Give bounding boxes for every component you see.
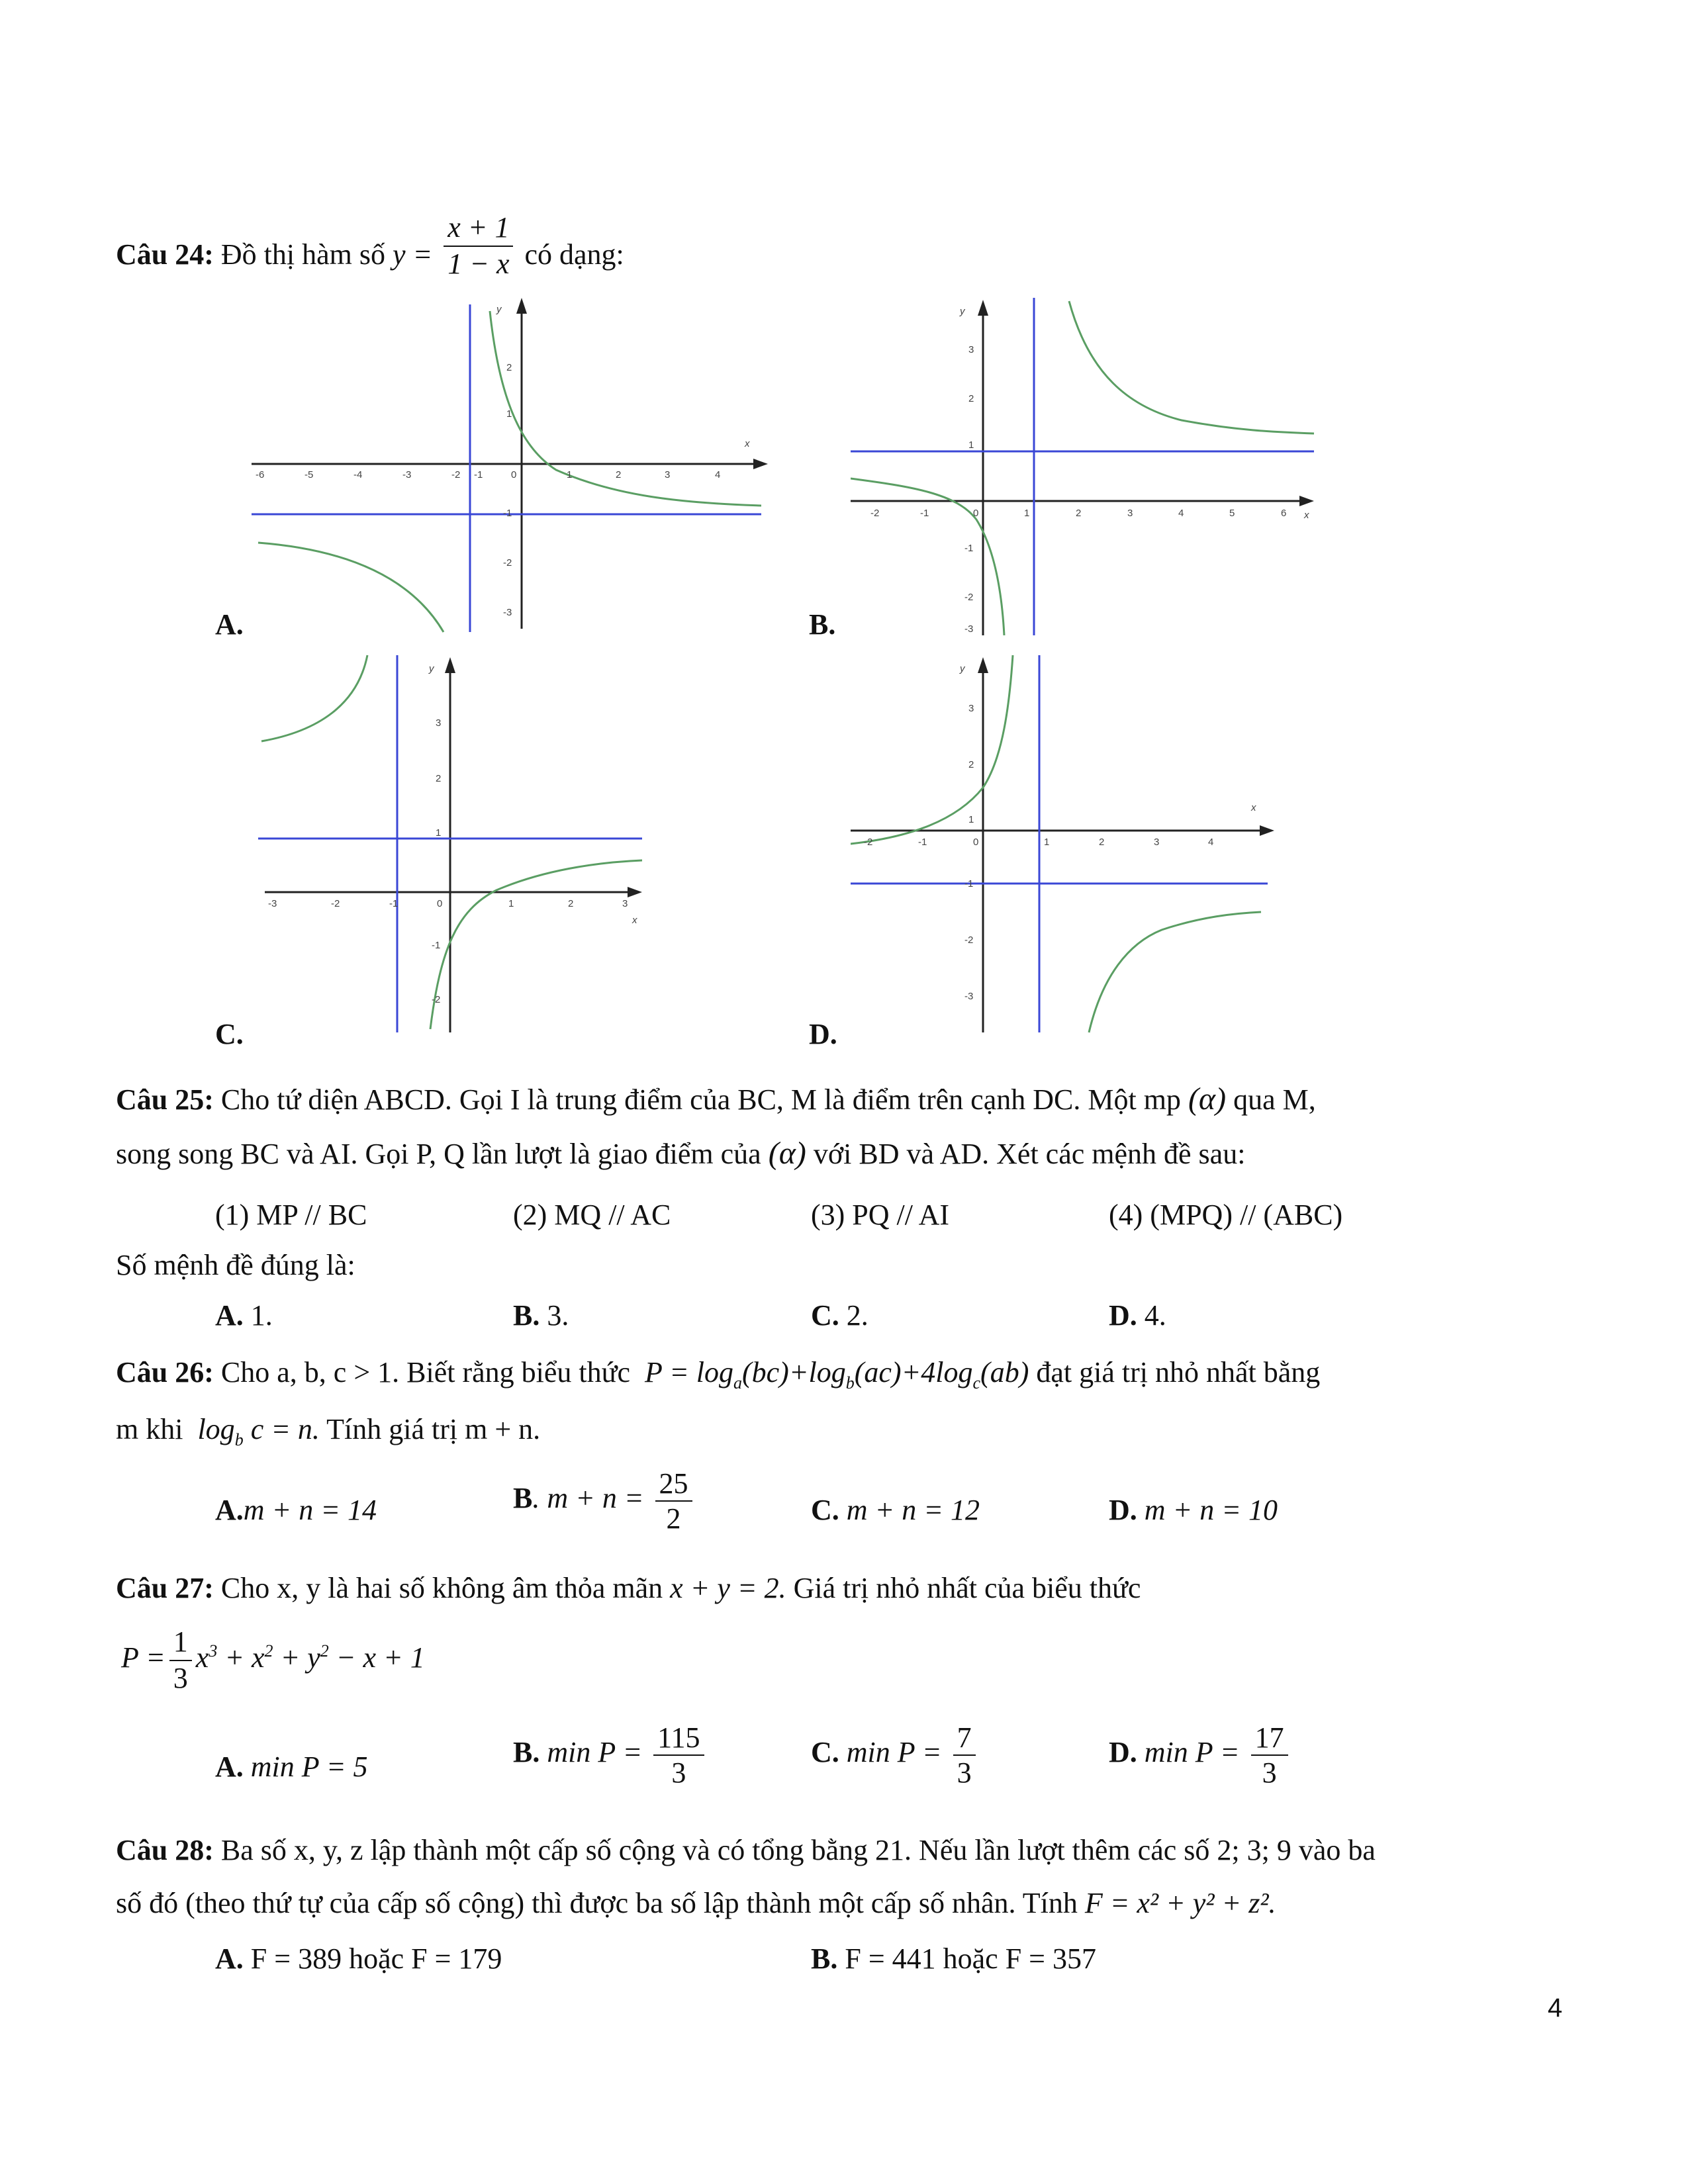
q25-question: Số mệnh đề đúng là: (116, 1249, 355, 1281)
tick-label: -3 (964, 623, 974, 635)
q25-answer-d[interactable]: D. 4. (1109, 1299, 1166, 1332)
tick-label: 3 (1127, 508, 1133, 519)
q24-denominator: 1 − x (444, 246, 513, 282)
curve-branch-right (490, 311, 761, 506)
q26-line2 (116, 1412, 540, 1450)
q25-label: Câu 25: (116, 1083, 214, 1116)
q25-line1 (116, 1080, 1316, 1118)
x-axis-arrow (1260, 825, 1274, 836)
q25-statement: (4) (MPQ) // (ABC) (1109, 1199, 1343, 1231)
y-axis-arrow (978, 300, 988, 316)
q26-text: Tính giá trị m + n. (326, 1413, 541, 1445)
tick-label: -3 (268, 898, 277, 909)
q27-label: Câu 27: (116, 1572, 214, 1604)
tick-label: 3 (436, 717, 442, 729)
graph-a (245, 298, 774, 635)
axis-label-y: y (960, 306, 965, 317)
tick-label: -2 (451, 469, 461, 480)
tick-label: -2 (870, 508, 880, 519)
tick-label: -4 (353, 469, 363, 480)
q25-answer-b[interactable]: B. 3. (513, 1299, 569, 1332)
curve-branch-left (261, 655, 367, 741)
tick-label: 3 (968, 344, 974, 355)
q25-answer-a[interactable]: A. 1. (215, 1299, 273, 1332)
q28-answer-b[interactable]: B. F = 441 hoặc F = 357 (811, 1942, 1096, 1975)
curve-branch-right (1089, 912, 1261, 1032)
q25-alpha: (α) (1188, 1081, 1227, 1116)
tick-label: -3 (964, 991, 974, 1002)
q24-numerator: x + 1 (447, 211, 510, 244)
q24-text-after: có dạng: (524, 238, 624, 271)
tick-label: -3 (503, 607, 512, 618)
curve-branch-left (851, 478, 1004, 635)
y-axis-arrow (445, 657, 455, 673)
tick-label: 0 (511, 469, 517, 480)
axis-label-x: x (1251, 802, 1256, 813)
q26-answer-d[interactable]: D. m + n = 10 (1109, 1494, 1278, 1526)
q27-answer-a[interactable]: A. min P = 5 (215, 1751, 368, 1783)
q25-statement: (2) MQ // AC (513, 1199, 671, 1231)
q24-option-a-label: A. (215, 608, 244, 641)
tick-label: -1 (503, 508, 512, 519)
q25-text: với BD và AD. Xét các mệnh đề sau: (813, 1138, 1246, 1170)
tick-label: 2 (1076, 508, 1082, 519)
tick-label: 3 (1154, 837, 1160, 848)
tick-label: -2 (964, 934, 974, 946)
q24-option-b-label: B. (809, 608, 836, 641)
q27-condition: x + y = 2. (670, 1572, 786, 1604)
curve-branch-right (1069, 301, 1314, 433)
tick-label: -1 (920, 508, 929, 519)
q25-text: qua M, (1233, 1083, 1316, 1116)
tick-label: -2 (503, 557, 512, 569)
tick-label: -1 (474, 469, 483, 480)
q27-expression: P = $\frac{1}{3}$ $x^3 + x^2 + y^2 - x + 1$ (121, 1625, 425, 1696)
fraction: $\frac{17}{3}$ (1251, 1721, 1288, 1790)
q26-text: Cho a, b, c > 1. Biết rằng biểu thức (220, 1356, 630, 1388)
curve-branch-left (851, 655, 1013, 844)
q27-answer-d[interactable]: D. min P = $\frac{17}{3}$ (1109, 1721, 1292, 1790)
q28-text: số đó (theo thứ tự của cấp số cộng) thì được ba số lập thành một cấp số nhân. Tính (116, 1887, 1078, 1919)
q24-option-c-label: C. (215, 1018, 244, 1050)
q27-text: Giá trị nhỏ nhất của biểu thức (793, 1572, 1141, 1604)
q24-fraction (444, 210, 513, 282)
tick-label: 0 (437, 898, 443, 909)
tick-label: 2 (968, 393, 974, 404)
q28-line1 (116, 1833, 1376, 1868)
tick-label: -3 (402, 469, 412, 480)
q26-label: Câu 26: (116, 1356, 214, 1388)
tick-label: -2 (964, 592, 974, 603)
tick-label: 4 (1208, 837, 1214, 848)
q28-answer-a[interactable]: A. F = 389 hoặc F = 179 (215, 1942, 502, 1975)
fraction: $\frac{25}{2}$ (655, 1467, 692, 1535)
tick-label: -1 (964, 543, 974, 554)
q26-text: đạt giá trị nhỏ nhất bằng (1036, 1356, 1321, 1388)
q26-answer-b[interactable]: B. m + n = $\frac{25}{2}$ (513, 1467, 696, 1535)
q27-answer-b[interactable]: B. min P = $\frac{115}{3}$ (513, 1721, 708, 1790)
tick-label: -2 (864, 837, 873, 848)
tick-label: -2 (331, 898, 340, 909)
q27-line1 (116, 1571, 1141, 1606)
fraction: $\frac{7}{3}$ (953, 1721, 976, 1790)
q25-text: Cho tứ diện ABCD. Gọi I là trung điểm của BC, M là điểm trên cạnh DC. Một mp (220, 1083, 1181, 1116)
q24-func-lhs: y = (393, 238, 433, 271)
q28-line2 (116, 1886, 1276, 1921)
q28-label: Câu 28: (116, 1834, 214, 1866)
tick-label: 2 (1099, 837, 1105, 848)
q28-text: Ba số x, y, z lập thành một cấp số cộng và có tổng bằng 21. Nếu lần lượt thêm các số 2; 3; 9 vào ba (220, 1834, 1376, 1866)
tick-label: 4 (715, 469, 721, 480)
q27-answer-c[interactable]: C. min P = $\frac{7}{3}$ (811, 1721, 980, 1790)
page-number: 4 (1548, 1993, 1563, 2023)
tick-label: 1 (508, 898, 514, 909)
x-axis-arrow (1299, 496, 1314, 506)
tick-label: -1 (964, 878, 974, 889)
tick-label: 3 (665, 469, 671, 480)
q27-text: Cho x, y là hai số không âm thỏa mãn (220, 1572, 663, 1604)
tick-label: 4 (1178, 508, 1184, 519)
tick-label: -5 (305, 469, 314, 480)
q25-answer-c[interactable]: C. 2. (811, 1299, 868, 1332)
y-axis-arrow (978, 657, 988, 673)
q26-expression: $P = \log_a(bc)+\log_b(ac)+4\log_c(ab)$ (645, 1356, 1029, 1392)
tick-label: 2 (568, 898, 574, 909)
tick-label: -1 (918, 837, 927, 848)
q26-condition: $\log_b c = n$. (197, 1413, 320, 1449)
tick-label: 1 (1044, 837, 1050, 848)
tick-label: 0 (973, 508, 979, 519)
y-axis-arrow (516, 298, 527, 314)
tick-label: -2 (432, 994, 441, 1005)
curve-branch-left (258, 543, 444, 632)
q25-alpha: (α) (768, 1136, 806, 1171)
axis-label-x: x (745, 438, 750, 449)
axis-label-x: x (632, 915, 637, 926)
tick-label: 2 (616, 469, 622, 480)
tick-label: 1 (506, 408, 512, 420)
tick-label: 3 (968, 703, 974, 714)
tick-label: 3 (622, 898, 628, 909)
q25-text: song song BC và AI. Gọi P, Q lần lượt là giao điểm của (116, 1138, 761, 1170)
q24-option-d-label: D. (809, 1018, 837, 1050)
axis-label-y: y (429, 663, 434, 674)
tick-label: 5 (1229, 508, 1235, 519)
q25-statement: (3) PQ // AI (811, 1199, 949, 1231)
x-axis-arrow (628, 887, 642, 897)
tick-label: 6 (1281, 508, 1287, 519)
tick-label: 2 (436, 773, 442, 784)
tick-label: 1 (436, 827, 442, 839)
tick-label: 0 (973, 837, 979, 848)
graph-c (258, 652, 662, 1032)
graph-b (851, 295, 1327, 635)
tick-label: 1 (567, 469, 573, 480)
tick-label: -1 (432, 940, 441, 951)
tick-label: 1 (1024, 508, 1030, 519)
q26-line1 (116, 1355, 1320, 1393)
tick-label: 2 (968, 759, 974, 770)
tick-label: 1 (968, 814, 974, 825)
curve-branch-right (430, 860, 642, 1029)
q26-text: m khi (116, 1413, 183, 1445)
tick-label: 1 (968, 439, 974, 451)
fraction: $\frac{115}{3}$ (653, 1721, 704, 1790)
tick-label: 2 (506, 362, 512, 373)
tick-label: -1 (389, 898, 399, 909)
q24-label: Câu 24: (116, 238, 214, 271)
axis-label-y: y (960, 663, 965, 674)
q24-text-before: Đồ thị hàm số (220, 238, 386, 271)
q26-answer-a[interactable]: A.m + n = 14 (215, 1494, 377, 1526)
axis-label-x: x (1304, 510, 1309, 521)
graph-d (851, 652, 1288, 1036)
q24-stem (116, 210, 624, 282)
q26-answer-c[interactable]: C. m + n = 12 (811, 1494, 980, 1526)
tick-label: -6 (256, 469, 265, 480)
q25-statement: (1) MP // BC (215, 1199, 367, 1231)
x-axis-arrow (753, 459, 768, 469)
q25-line2 (116, 1134, 1245, 1173)
q28-formula: F = x² + y² + z². (1084, 1887, 1276, 1919)
axis-label-y: y (496, 304, 502, 315)
